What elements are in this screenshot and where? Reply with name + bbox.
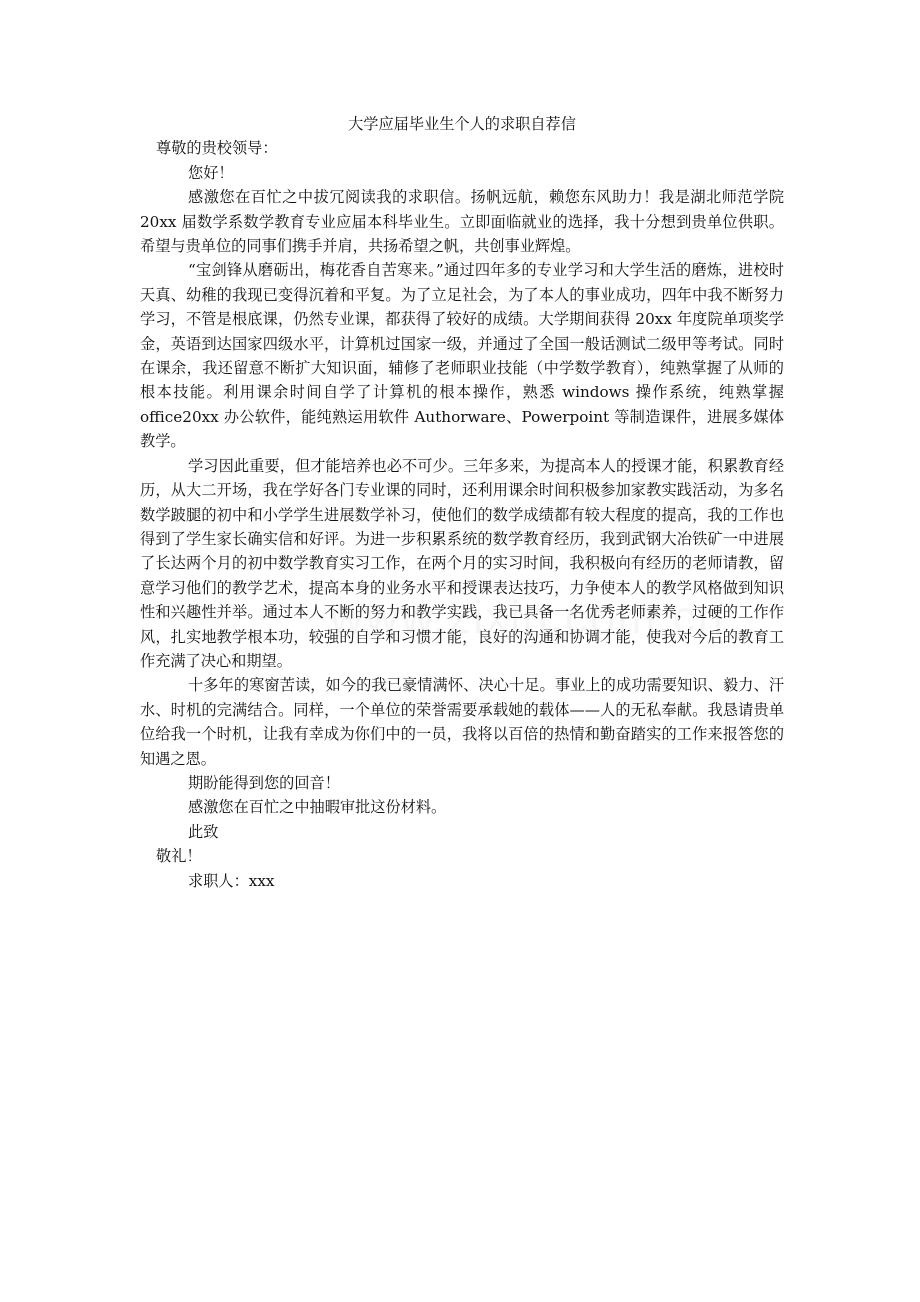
greeting: 您好！ xyxy=(188,163,234,182)
letter-title: 大学应届毕业生个人的求职自荐信 xyxy=(348,115,576,133)
hope-line: 期盼能得到您的回音！ xyxy=(188,773,340,792)
thanks-line: 感激您在百忙之中抽暇审批这份材料。 xyxy=(188,798,447,817)
salutation: 尊敬的贵校领导： xyxy=(156,139,278,158)
paragraph-intro: 感激您在百忙之中拔冗阅读我的求职信。扬帆远航，赖您东风助力！我是湖北师范学院 20xx 届数学系数学教育专业应届本科毕业生。立即面临就业的选择，我十分想到贵单位供职。希望与贵单位的同事们携手并肩，共扬希望之帆，共创事业辉煌。 xyxy=(140,188,784,256)
closing-jingli: 敬礼！ xyxy=(156,847,202,866)
signature: 求职人：xxx xyxy=(188,871,275,890)
letter-page xyxy=(140,112,784,893)
paragraph-study: “宝剑锋从磨砺出，梅花香自苦寒来。”通过四年多的专业学习和大学生活的磨炼，进校时天真、幼稚的我现已变得沉着和平复。为了立足社会，为了本人的事业成功，四年中我不断努力学习，不管是根底课，仍然专业课，都获得了较好的成绩。大学期间获得 20xx 年度院单项奖学金，英语到达国家四级水平，计算机过国家一级，并通过了全国一般话测试二级甲等考试。同时在课余，我还留意不断扩大知识面，辅修了老师职业技能（中学数学教育），纯熟掌握了从师的根本技能。利用课余时间自学了计算机的根本操作，熟悉 windows 操作系统，纯熟掌握 office20xx 办公软件，能纯熟运用软件 Authorware、Powerpoint 等制造课件，进展多媒体教学。 xyxy=(140,261,784,451)
paragraph-practice: 学习因此重要，但才能培养也必不可少。三年多来，为提高本人的授课才能，积累教育经历，从大二开场，我在学好各门专业课的同时，还利用课余时间积极参加家教实践活动，为多名数学跛腿的初中和小学学生进展数学补习，使他们的数学成绩都有较大程度的提高，我的工作也得到了学生家长确实信和好评。为进一步积累系统的数学教育经历，我到武钢大冶铁矿一中进展了长达两个月的初中数学教育实习工作，在两个月的实习时间，我积极向有经历的老师请教，留意学习他们的教学艺术，提高本身的业务水平和授课表达技巧，力争使本人的教学风格做到知识性和兴趣性并举。通过本人不断的努力和教学实践，我已具备一名优秀老师素养，过硬的工作作风，扎实地教学根本功，较强的自学和习惯才能，良好的沟通和协调才能，使我对今后的教育工作充满了决心和期望。 xyxy=(140,456,784,670)
closing-cizhi: 此致 xyxy=(188,822,219,841)
paragraph-request: 十多年的寒窗苦读，如今的我已豪情满怀、决心十足。事业上的成功需要知识、毅力、汗水、时机的完满结合。同样，一个单位的荣誉需要承载她的载体——人的无私奉献。我恳请贵单位给我一个时机，让我有幸成为你们中的一员，我将以百倍的热情和勤奋踏实的工作来报答您的知遇之恩。 xyxy=(140,676,784,768)
